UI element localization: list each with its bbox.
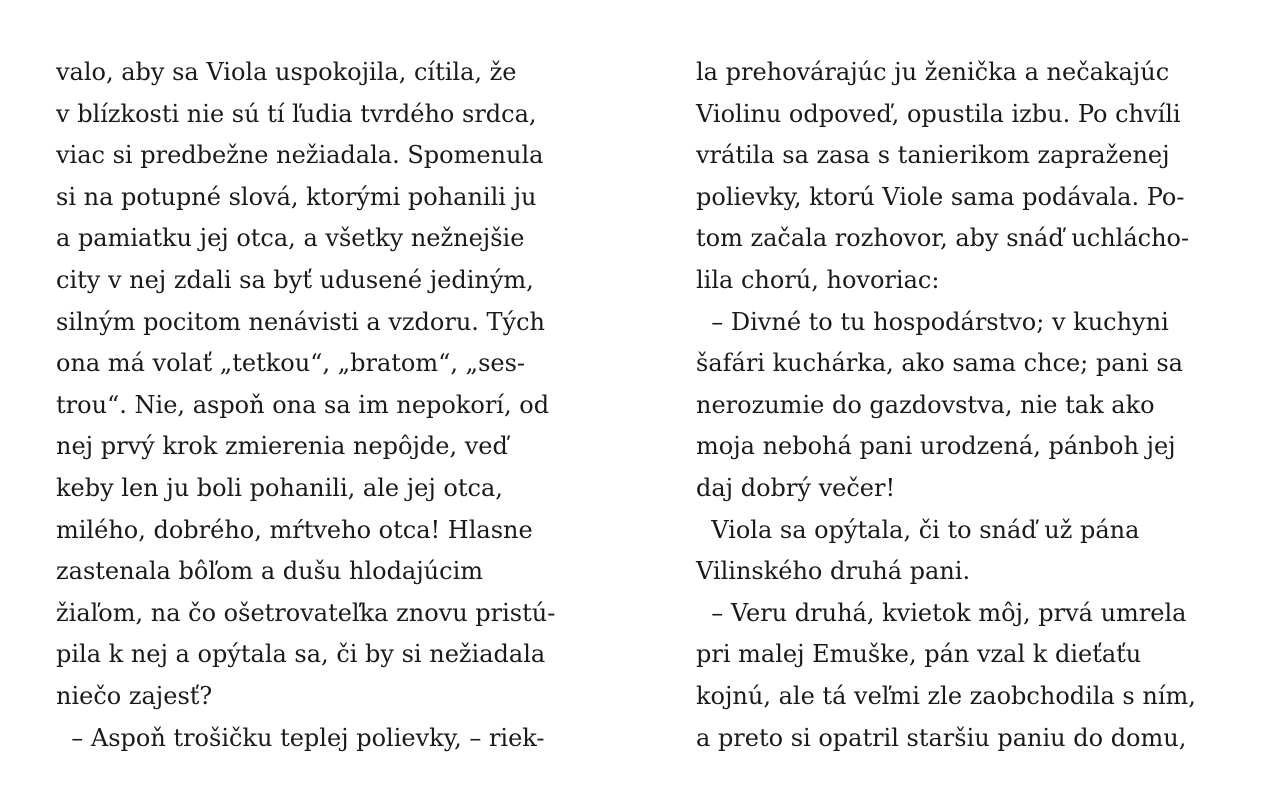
text-line: silným pocitom nenávisti a vzdoru. Tých: [56, 307, 546, 336]
text-line: a pamiatku jej otca, a všetky nežnejšie: [56, 224, 525, 253]
text-line: polievky, ktorú Viole sama podávala. Po-: [696, 182, 1185, 211]
left-page-text: [56, 52, 616, 759]
text-line: šafári kuchárka, ako sama chce; pani sa: [696, 349, 1183, 378]
text-line: – Aspoň trošičku teplej polievky, – riek-: [56, 723, 545, 752]
text-line: Violinu odpoveď, opustila izbu. Po chvíli: [696, 99, 1181, 128]
text-line: milého, dobrého, mŕtveho otca! Hlasne: [56, 515, 533, 544]
text-line: nej prvý krok zmierenia nepôjde, veď: [56, 432, 508, 461]
text-line: tom začala rozhovor, aby snáď uchlácho-: [696, 224, 1190, 253]
text-line: žiaľom, na čo ošetrovateľka znovu pristú-: [56, 598, 556, 627]
text-line: pri malej Emuške, pán vzal k dieťaťu: [696, 640, 1142, 669]
text-line: a preto si opatril staršiu paniu do domu,: [696, 723, 1187, 752]
text-line: niečo zajesť?: [56, 681, 213, 710]
text-line: v blízkosti nie sú tí ľudia tvrdého srdca,: [56, 99, 537, 128]
right-page-text: [696, 52, 1256, 759]
text-line: Viola sa opýtala, či to snáď už pána: [696, 515, 1140, 544]
text-line: lila chorú, hovoriac:: [696, 265, 940, 294]
text-line: city v nej zdali sa byť udusené jediným,: [56, 265, 534, 294]
text-line: nerozumie do gazdovstva, nie tak ako: [696, 390, 1155, 419]
text-line: – Veru druhá, kvietok môj, prvá umrela: [696, 598, 1187, 627]
text-line: vrátila sa zasa s tanierikom zapraženej: [696, 141, 1170, 170]
text-line: kojnú, ale tá veľmi zle zaobchodila s ním,: [696, 681, 1196, 710]
text-line: si na potupné slová, ktorými pohanili ju: [56, 182, 537, 211]
text-line: ona má volať „tetkou“, „bratom“, „ses-: [56, 349, 526, 378]
text-line: daj dobrý večer!: [696, 473, 896, 502]
text-line: viac si predbežne nežiadala. Spomenula: [56, 141, 544, 170]
text-line: trou“. Nie, aspoň ona sa im nepokorí, od: [56, 390, 550, 419]
text-line: – Divné to tu hospodárstvo; v kuchyni: [696, 307, 1169, 336]
text-line: Vilinského druhá pani.: [696, 557, 971, 586]
text-line: moja nebohá pani urodzená, pánboh jej: [696, 432, 1176, 461]
text-line: la prehovárajúc ju ženička a nečakajúc: [696, 58, 1170, 86]
text-line: pila k nej a opýtala sa, či by si nežiadala: [56, 640, 546, 669]
text-line: keby len ju boli pohanili, ale jej otca,: [56, 473, 503, 502]
text-line: valo, aby sa Viola uspokojila, cítila, že: [56, 58, 517, 86]
text-line: zastenala bôľom a dušu hlodajúcim: [56, 557, 484, 586]
